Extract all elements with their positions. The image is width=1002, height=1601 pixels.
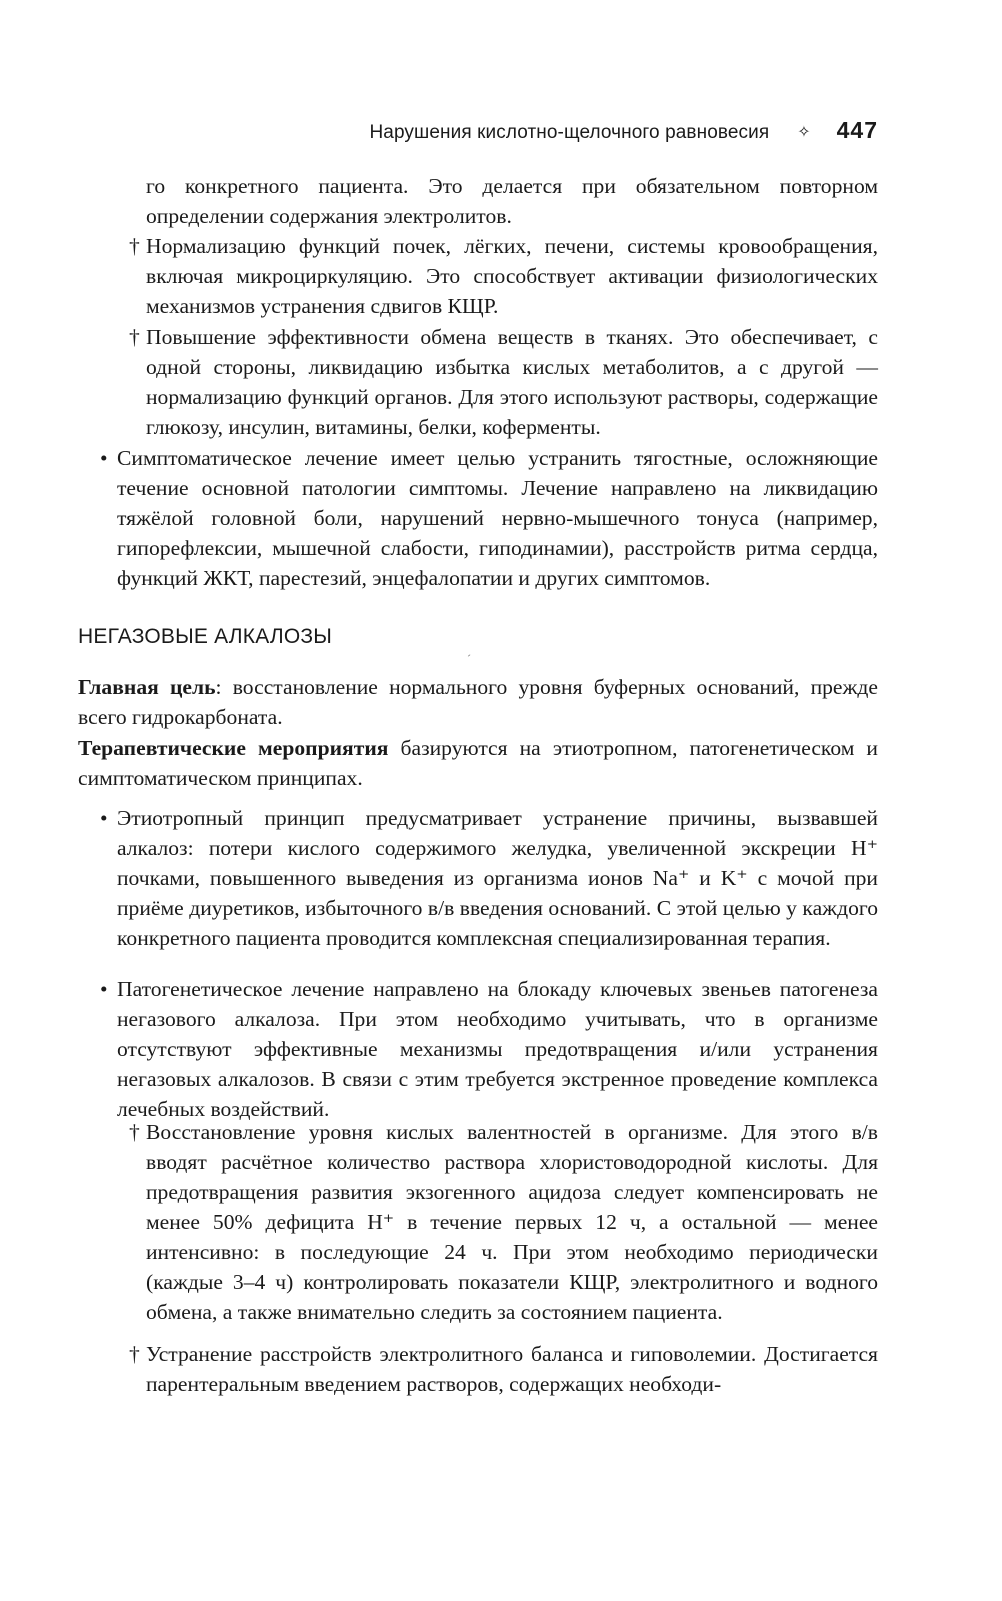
dagger-item-text: Восстановление уровня кислых валентностей в организме. Для этого в/в вводят расчётное количество раствора хлористоводородной кислоты. Для предотвращения развития экзогенного ацидоза следует компенсировать не менее 50% дефицита H⁺ в течение первых 12 ч, а остальной — менее интенсивно: в последующие 24 ч. При этом необходимо периодически (каждые 3–4 ч) контролировать показатели КЩР, электролитного и водного обмена, а также внимательно следить за состоянием пациента. [146, 1120, 878, 1324]
running-header [369, 117, 878, 144]
therapy-text: базируются на этиотропном, патогенетическом и симптоматическом принципах. [78, 736, 878, 790]
goal-paragraph [78, 672, 878, 732]
running-title: Нарушения кислотно-щелочного равновесия [369, 122, 770, 143]
dagger-marker: † [129, 234, 140, 258]
dagger-item-metabolism [129, 322, 878, 442]
bullet-item-symptomatic [100, 443, 878, 593]
bullet-item-text: Симптоматическое лечение имеет целью устранить тягостные, осложняющие течение основной патологии симптомы. Лечение направлено на ликвидацию тяжёлой головной боли, нарушений нервно-мышечного тонуса (например, гипорефлексии, мышечной слабости, гиподинамии), расстройств ритма сердца, функций ЖКТ, парестезий, энцефалопатии и других симптомов. [117, 446, 878, 590]
bullet-marker: • [100, 446, 108, 470]
diamond-ornament-icon: ✧ [797, 124, 811, 141]
scan-mark: ˊ [467, 652, 471, 666]
dagger-item-organ-function [129, 231, 878, 321]
bullet-item-pathogenetic [100, 974, 878, 1124]
dagger-marker: † [129, 1342, 140, 1366]
goal-text: : восстановление нормального уровня буферных оснований, прежде всего гидрокарбоната. [78, 675, 878, 729]
dagger-item-text: Нормализацию функций почек, лёгких, печени, системы кровообращения, включая микроциркуляцию. Это способствует активации физиологических механизмов устранения сдвигов КЩР. [146, 234, 878, 318]
bullet-marker: • [100, 806, 108, 830]
bullet-item-text: Этиотропный принцип предусматривает устранение причины, вызвавшей алкалоз: потери кислого содержимого желудка, увеличенной экскреции H⁺ почками, повышенного выведения из организма ионов Na⁺ и K⁺ с мочой при приёме диуретиков, избыточного в/в введения оснований. С этой целью у каждого конкретного пациента проводится комплексная специализированная терапия. [117, 806, 878, 950]
continuation-paragraph: го конкретного пациента. Это делается при обязательном повторном определении содержания электролитов. [146, 174, 878, 228]
goal-label: Главная цель [78, 675, 216, 699]
section-heading: НЕГАЗОВЫЕ АЛКАЛОЗЫ [78, 625, 333, 648]
dagger-item-text: Устранение расстройств электролитного баланса и гиповолемии. Достигается парентеральным введением растворов, содержащих необходи- [146, 1342, 878, 1396]
therapy-label: Терапевтические мероприятия [78, 736, 389, 760]
bullet-item-text: Патогенетическое лечение направлено на блокаду ключевых звеньев патогенеза негазового алкалоза. При этом необходимо учитывать, что в организме отсутствуют эффективные механизмы предотвращения и/или устранения негазовых алкалозов. В связи с этим требуется экстренное проведение комплекса лечебных воздействий. [117, 977, 878, 1121]
dagger-marker: † [129, 1120, 140, 1144]
dagger-item-acid-valence [129, 1117, 878, 1327]
bullet-marker: • [100, 977, 108, 1001]
therapy-paragraph [78, 733, 878, 793]
bullet-item-etiotropic [100, 803, 878, 953]
dagger-item-text: Повышение эффективности обмена веществ в тканях. Это обеспечивает, с одной стороны, ликвидацию избытка кислых метаболитов, а с другой — нормализацию функций органов. Для этого используют растворы, содержащие глюкозу, инсулин, витамины, белки, коферменты. [146, 325, 878, 439]
dagger-item-electrolytes [129, 1339, 878, 1399]
dagger-marker: † [129, 325, 140, 349]
page-number: 447 [836, 117, 878, 143]
